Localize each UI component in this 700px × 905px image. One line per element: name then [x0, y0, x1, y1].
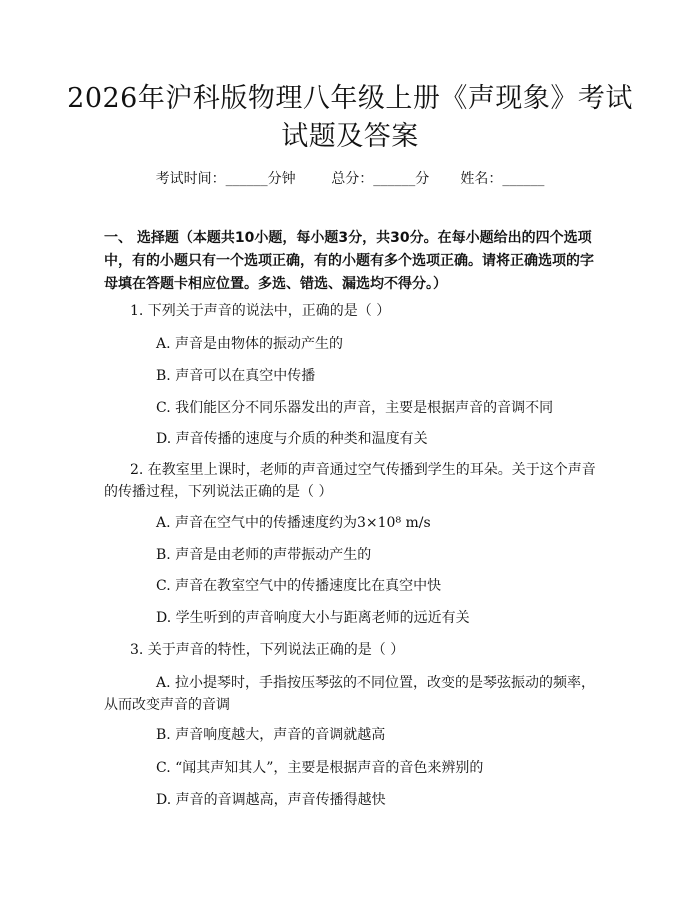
question-option: C. “闻其声知其人”，主要是根据声音的音色来辨别的 — [156, 760, 484, 776]
question-option: D. 声音传播的速度与介质的种类和温度有关 — [156, 431, 428, 447]
page-title: 2026年沪科版物理八年级上册《声现象》考试试题及答案 — [67, 83, 633, 152]
name-label: 姓名：______ — [460, 171, 545, 187]
section-heading-choice: 一、 选择题（本题共10小题，每小题3分，共30分。在每小题给出的四个选项中，有的小题只有一个选项正确，有的小题有多个选项正确。请将正确选项的字母填在答题卡相应位置。多选、错选、漏选均不得分。） — [104, 230, 594, 292]
question-option: A. 拉小提琴时，手指按压琴弦的不同位置，改变的是琴弦振动的频率，从而改变声音的音调 — [104, 675, 596, 713]
question-option: C. 声音在教室空气中的传播速度比在真空中快 — [156, 578, 442, 594]
question-option: C. 我们能区分不同乐器发出的声音，主要是根据声音的音调不同 — [156, 400, 554, 416]
question-option: A. 声音是由物体的振动产生的 — [156, 336, 344, 352]
total-score-label: 总分：______分 — [331, 171, 430, 187]
exam-time-label: 考试时间：______分钟 — [155, 171, 296, 187]
question-stem: 1. 下列关于声音的说法中，正确的是（ ） — [130, 303, 391, 319]
question-option: D. 学生听到的声音响度大小与距离老师的远近有关 — [156, 610, 470, 626]
question-stem: 3. 关于声音的特性，下列说法正确的是（ ） — [130, 642, 405, 658]
question-option: B. 声音可以在真空中传播 — [156, 368, 316, 384]
question-option: D. 声音的音调越高，声音传播得越快 — [156, 792, 386, 808]
question-option: A. 声音在空气中的传播速度约为3×10⁸ m/s — [156, 515, 431, 531]
question-stem: 2. 在教室里上课时，老师的声音通过空气传播到学生的耳朵。关于这个声音的传播过程，下列说法正确的是（ ） — [104, 462, 596, 500]
question-option: B. 声音是由老师的声带振动产生的 — [156, 547, 372, 563]
question-option: B. 声音响度越大，声音的音调就越高 — [156, 727, 386, 743]
exam-meta — [0, 168, 700, 188]
